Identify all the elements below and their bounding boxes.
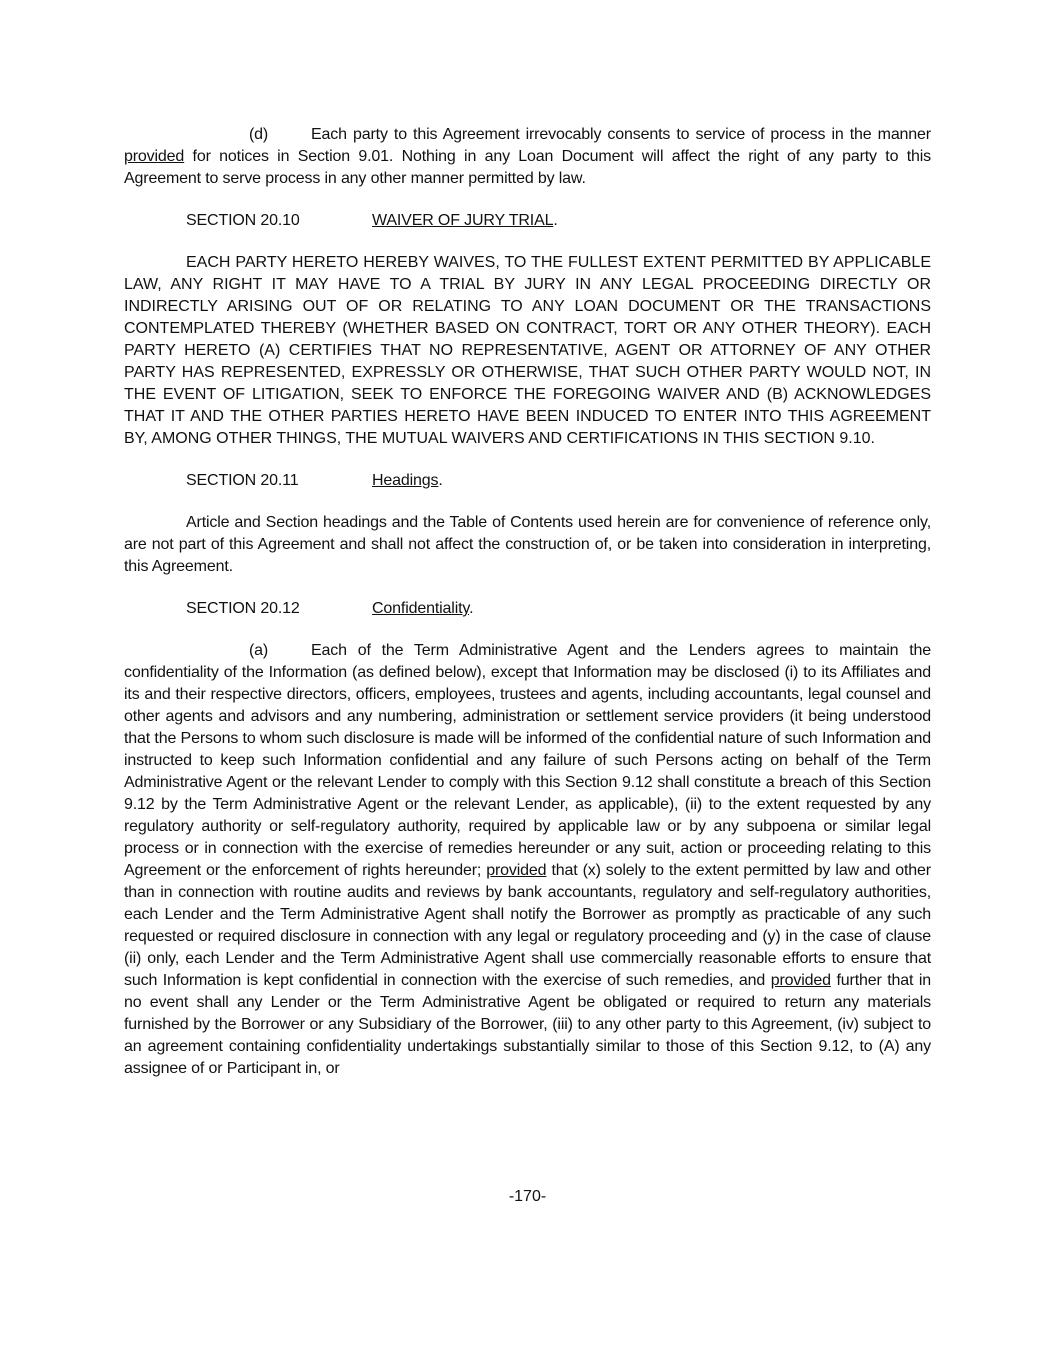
section-title-period: . bbox=[553, 212, 558, 229]
paragraph-a bbox=[124, 640, 931, 1080]
paragraph-d-provided: provided bbox=[124, 148, 185, 165]
paragraph-d-text-1: Each party to this Agreement irrevocably consents to service of process in the manner bbox=[311, 126, 931, 143]
paragraph-d-number: (d) bbox=[249, 126, 269, 143]
section-title: WAIVER OF JURY TRIAL bbox=[372, 212, 554, 229]
paragraph-d bbox=[124, 124, 931, 190]
section-title: Confidentiality bbox=[372, 600, 470, 617]
section-heading-20-11 bbox=[186, 470, 931, 492]
paragraph-a-provided-2: provided bbox=[770, 972, 831, 989]
paragraph-a-text-3: further that in no event shall any Lender or the Term Administrative Agent be obligated or required to return any materials furnished by the Borrower or any Subsidiary of the Borrower, (iii) to any other party to this Agreement, (iv) subject to an agreement containing confidentiality undertakings substantially similar to those of this Section 9.12, to (A) any assignee of or Participant in, or bbox=[124, 972, 931, 1077]
section-number: SECTION 20.11 bbox=[186, 472, 299, 489]
headings-paragraph: Article and Section headings and the Table of Contents used herein are for convenience of reference only, are not part of this Agreement and shall not affect the construction of, or be taken into consideration in interpreting, this Agreement. bbox=[124, 514, 931, 575]
page-body bbox=[124, 124, 931, 1100]
paragraph-a-text-1: Each of the Term Administrative Agent and the Lenders agrees to maintain the confidentiality of the Information (as defined below), except that Information may be disclosed (i) to its Affiliates and its and their respective directors, officers, employees, trustees and agents, including accountants, legal counsel and other agents and advisors and any numbering, administration or settlement service providers (it being understood that the Persons to whom such disclosure is made will be informed of the confidential nature of such Information and instructed to keep such Information confidential and any failure of such Persons acting on behalf of the Term Administrative Agent or the relevant Lender to comply with this Section 9.12 shall constitute a breach of this Section 9.12 by the Term Administrative Agent or the relevant Lender, as applicable), (ii) to the extent requested by any regulatory authority or self-regulatory authority, required by applicable law or by any subpoena or similar legal process or in connection with the exercise of remedies hereunder or any suit, action or proceeding relating to this Agreement or the enforcement of rights hereunder; bbox=[124, 642, 931, 879]
section-heading-20-12 bbox=[186, 598, 931, 620]
page-number: -170- bbox=[508, 1188, 547, 1205]
paragraph-a-number: (a) bbox=[249, 642, 269, 659]
section-title-period: . bbox=[438, 472, 443, 489]
section-title-period: . bbox=[469, 600, 474, 617]
jury-waiver-paragraph: EACH PARTY HERETO HEREBY WAIVES, TO THE FULLEST EXTENT PERMITTED BY APPLICABLE LAW, ANY RIGHT IT MAY HAVE TO A TRIAL BY JURY IN ANY LEGAL PROCEEDING DIRECTLY OR INDIRECTLY ARISING OUT OF OR RELATING TO ANY LOAN DOCUMENT OR THE TRANSACTIONS CONTEMPLATED THEREBY (WHETHER BASED ON CONTRACT, TORT OR ANY OTHER THEORY). EACH PARTY HERETO (A) CERTIFIES THAT NO REPRESENTATIVE, AGENT OR ATTORNEY OF ANY OTHER PARTY HAS REPRESENTED, EXPRESSLY OR OTHERWISE, THAT SUCH OTHER PARTY WOULD NOT, IN THE EVENT OF LITIGATION, SEEK TO ENFORCE THE FOREGOING WAIVER AND (B) ACKNOWLEDGES THAT IT AND THE OTHER PARTIES HERETO HAVE BEEN INDUCED TO ENTER INTO THIS AGREEMENT BY, AMONG OTHER THINGS, THE MUTUAL WAIVERS AND CERTIFICATIONS IN THIS SECTION 9.10. bbox=[124, 254, 931, 447]
paragraph-d-text-2: for notices in Section 9.01. Nothing in any Loan Document will affect the right of any party to this Agreement to serve process in any other manner permitted by law. bbox=[124, 148, 931, 187]
section-heading-20-10 bbox=[186, 210, 931, 232]
paragraph-a-provided-1: provided bbox=[486, 862, 547, 879]
section-number: SECTION 20.12 bbox=[186, 600, 300, 617]
paragraph-a-text-2: that (x) solely to the extent permitted by law and other than in connection with routine audits and reviews by bank accountants, regulatory and self-regulatory authorities, each Lender and the Term Administrative Agent shall notify the Borrower as promptly as practicable of any such requested or required disclosure in connection with any legal or regulatory proceeding and (y) in the case of clause (ii) only, each Lender and the Term Administrative Agent shall use commercially reasonable efforts to ensure that such Information is kept confidential in connection with the exercise of such remedies, and bbox=[124, 862, 931, 989]
section-number: SECTION 20.10 bbox=[186, 212, 300, 229]
section-title: Headings bbox=[372, 472, 439, 489]
